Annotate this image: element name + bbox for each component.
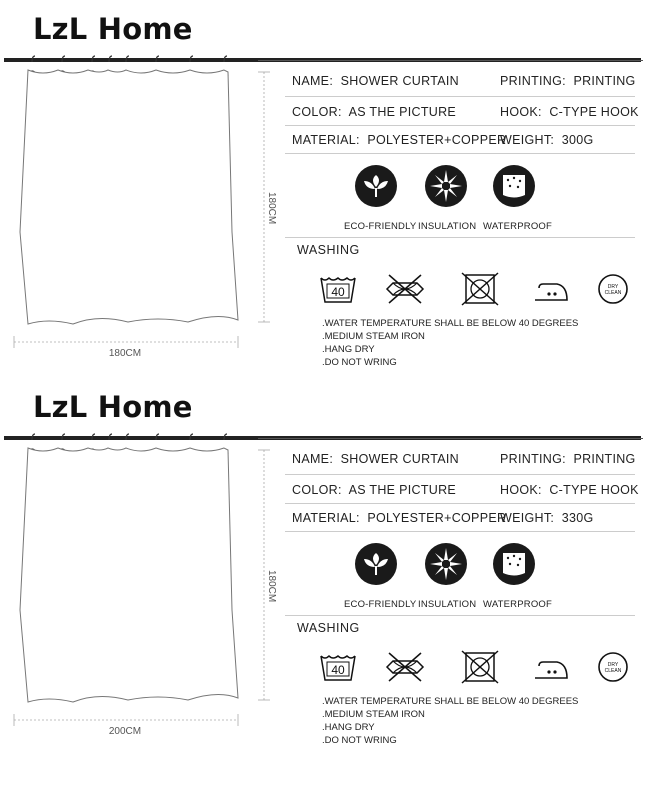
svg-text:DRY: DRY (607, 284, 619, 290)
spec-material: MATERIAL: POLYESTER+COPPER (292, 133, 507, 147)
wash-40-icon (318, 650, 358, 684)
svg-text:CLEAN: CLEAN (604, 290, 622, 296)
product-panel (0, 0, 645, 378)
do-not-tumble-dry-icon (460, 272, 500, 306)
spec-divider (285, 96, 635, 97)
do-not-tumble-dry-icon (460, 650, 500, 684)
svg-text:DRY: DRY (607, 662, 619, 668)
sun-icon (424, 542, 468, 586)
medium-iron-icon (531, 650, 571, 684)
spec-divider (285, 531, 635, 532)
washing-note: .WATER TEMPERATURE SHALL BE BELOW 40 DEGREES (322, 696, 579, 707)
feature-label: ECO-FRIENDLY (344, 221, 417, 232)
spec-name: NAME: SHOWER CURTAIN (292, 74, 459, 88)
brand-title: LzL Home (33, 390, 193, 424)
washing-title: WASHING (297, 243, 360, 257)
washing-note: .WATER TEMPERATURE SHALL BE BELOW 40 DEGREES (322, 318, 579, 329)
spec-material: MATERIAL: POLYESTER+COPPER (292, 511, 507, 525)
spec-divider (285, 503, 635, 504)
spec-weight: WEIGHT: 300G (500, 133, 594, 147)
washing-note: .MEDIUM STEAM IRON (322, 331, 425, 342)
dry-clean-icon (596, 650, 630, 684)
leaf-icon (354, 542, 398, 586)
section-divider (285, 615, 635, 616)
medium-iron-icon (531, 272, 571, 306)
feature-label: ECO-FRIENDLY (344, 599, 417, 610)
rod-divider (258, 60, 643, 61)
water-drops-icon (492, 542, 536, 586)
section-divider (285, 237, 635, 238)
washing-note: .MEDIUM STEAM IRON (322, 709, 425, 720)
wash-40-icon (318, 272, 358, 306)
washing-notes (322, 317, 578, 369)
svg-text:40: 40 (331, 663, 345, 677)
washing-note: .DO NOT WRING (322, 357, 397, 368)
width-dimension-label: 200CM (108, 726, 142, 737)
svg-text:CLEAN: CLEAN (604, 668, 622, 674)
curtain-illustration (0, 430, 270, 730)
washing-note: .HANG DRY (322, 344, 375, 355)
spec-divider (285, 125, 635, 126)
washing-note: .HANG DRY (322, 722, 375, 733)
feature-label: WATERPROOF (483, 599, 553, 610)
do-not-wring-icon (383, 650, 427, 684)
do-not-wring-icon (383, 272, 427, 306)
water-drops-icon (492, 164, 536, 208)
svg-text:40: 40 (331, 285, 345, 299)
height-dimension-label: 180CM (266, 569, 277, 603)
brand-title: LzL Home (33, 12, 193, 46)
spec-divider (285, 474, 635, 475)
spec-hook: HOOK: C-TYPE HOOK (500, 483, 639, 497)
feature-label: WATERPROOF (483, 221, 553, 232)
washing-notes (322, 695, 578, 747)
leaf-icon (354, 164, 398, 208)
spec-weight: WEIGHT: 330G (500, 511, 594, 525)
spec-hook: HOOK: C-TYPE HOOK (500, 105, 639, 119)
feature-label: INSULATION (418, 221, 477, 232)
height-dimension-label: 180CM (266, 191, 277, 225)
product-panel (0, 378, 645, 756)
spec-printing: PRINTING: PRINTING (500, 452, 636, 466)
spec-name: NAME: SHOWER CURTAIN (292, 452, 459, 466)
spec-printing: PRINTING: PRINTING (500, 74, 636, 88)
spec-divider (285, 153, 635, 154)
spec-color: COLOR: AS THE PICTURE (292, 105, 457, 119)
washing-note: .DO NOT WRING (322, 735, 397, 746)
washing-title: WASHING (297, 621, 360, 635)
dry-clean-icon (596, 272, 630, 306)
spec-color: COLOR: AS THE PICTURE (292, 483, 457, 497)
feature-label: INSULATION (418, 599, 477, 610)
width-dimension-label: 180CM (108, 348, 142, 359)
curtain-illustration (0, 52, 270, 352)
sun-icon (424, 164, 468, 208)
rod-divider (258, 438, 643, 439)
